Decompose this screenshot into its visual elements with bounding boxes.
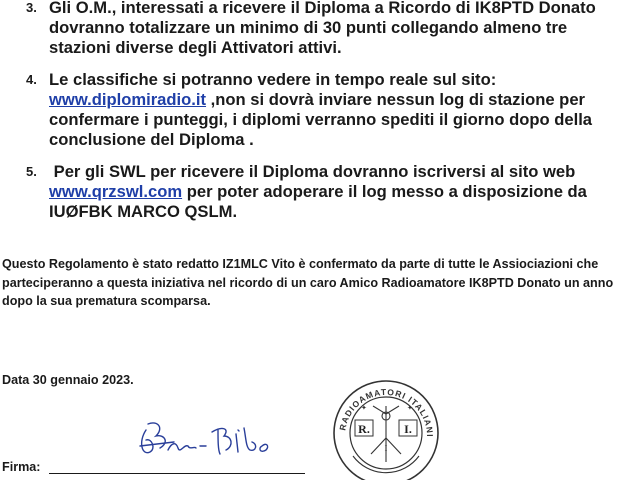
rule-number: 3. [26,0,37,15]
rule-number: 5. [26,164,37,179]
rule-text: Gli O.M., interessati a ricevere il Diploma a Ricordo di IK8PTD Donato dovranno totalizzare un minimo di 30 punti collegando almeno tre stazioni diverse degli Attivatori attivi. [49,0,596,57]
rule-3 [26,0,606,58]
rule-5 [26,162,606,222]
seal-center-letter: I [384,444,388,453]
document-date: Data 30 gennaio 2023. [2,373,134,387]
rule-text-start: Le classifiche si potranno vedere in tempo reale sul sito: [49,70,497,89]
seal-letter-r: R. [358,422,370,436]
signature-line [49,473,305,474]
rule-number: 4. [26,72,37,87]
seal-letter-i: I. [404,422,412,436]
handwritten-signature [134,416,284,464]
rule-text-end: ,non si dovrà inviare nessun log di stazione per confermare i punteggi, i diplomi verranno spediti il giorno dopo della conclusione del Diploma . [49,90,593,149]
rule-text-start: Per gli SWL per ricevere il Diploma dovranno iscriversi al sito web [53,162,576,181]
seal-star-icon: ✦ [361,405,367,412]
rule-text [49,70,606,150]
rule-4 [26,70,606,150]
seal-star-icon: ✦ [407,405,413,412]
signature-label: Firma: [2,460,41,474]
qrzswl-link[interactable]: www.qrzswl.com [49,182,183,201]
rule-text-end: per poter adoperare il log messo a disposizione da IUØFBK MARCO QSLM. [49,182,587,221]
regulation-note: Questo Regolamento è stato redatto IZ1MLC Vito è confermato da parte di tutte le Assiociazioni che parteciperanno a questa iniziativa nel ricordo di un caro Amico Radioamatore IK8PTD Donato un anno dopo la sua prematura scomparsa. [2,257,614,308]
seal-ring-text: RADIOAMATORI ITALIANI [337,386,436,438]
association-seal-stamp [331,376,441,480]
rule-text [49,162,606,222]
diplomiradio-link[interactable]: www.diplomiradio.it [49,90,207,109]
